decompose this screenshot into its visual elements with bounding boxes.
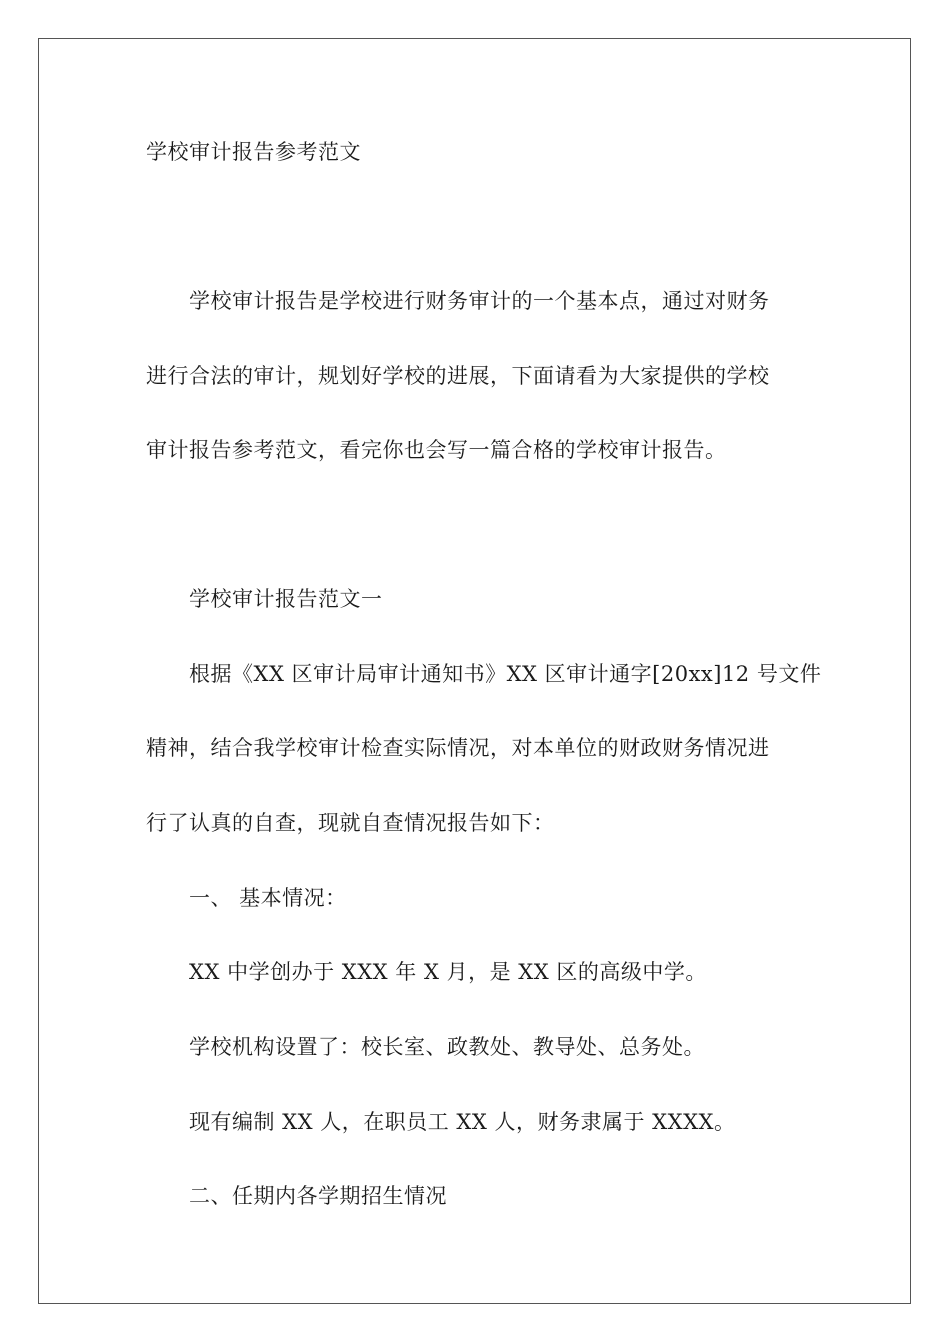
basis-line-3: 行了认真的自查，现就自查情况报告如下： <box>146 811 555 835</box>
intro-line-3: 审计报告参考范文，看完你也会写一篇合格的学校审计报告。 <box>146 438 727 462</box>
document-title: 学校审计报告参考范文 <box>146 140 361 164</box>
basis-line-1: 根据《XX 区审计局审计通知书》XX 区审计通字[20xx]12 号文件 <box>189 662 822 686</box>
basis-line-2: 精神，结合我学校审计检查实际情况，对本单位的财政财务情况进 <box>146 736 770 760</box>
part-two-heading: 二、任期内各学期招生情况 <box>189 1184 447 1208</box>
part-one-line-3: 现有编制 XX 人，在职员工 XX 人，财务隶属于 XXXX。 <box>189 1110 736 1134</box>
part-one-line-1: XX 中学创办于 XXX 年 X 月，是 XX 区的高级中学。 <box>189 960 707 984</box>
section-heading: 学校审计报告范文一 <box>189 587 383 611</box>
intro-line-1: 学校审计报告是学校进行财务审计的一个基本点，通过对财务 <box>189 289 770 313</box>
part-one-line-2: 学校机构设置了：校长室、政教处、教导处、总务处。 <box>189 1035 705 1059</box>
part-one-heading: 一、 基本情况： <box>189 886 347 910</box>
intro-line-2: 进行合法的审计，规划好学校的进展，下面请看为大家提供的学校 <box>146 364 770 388</box>
